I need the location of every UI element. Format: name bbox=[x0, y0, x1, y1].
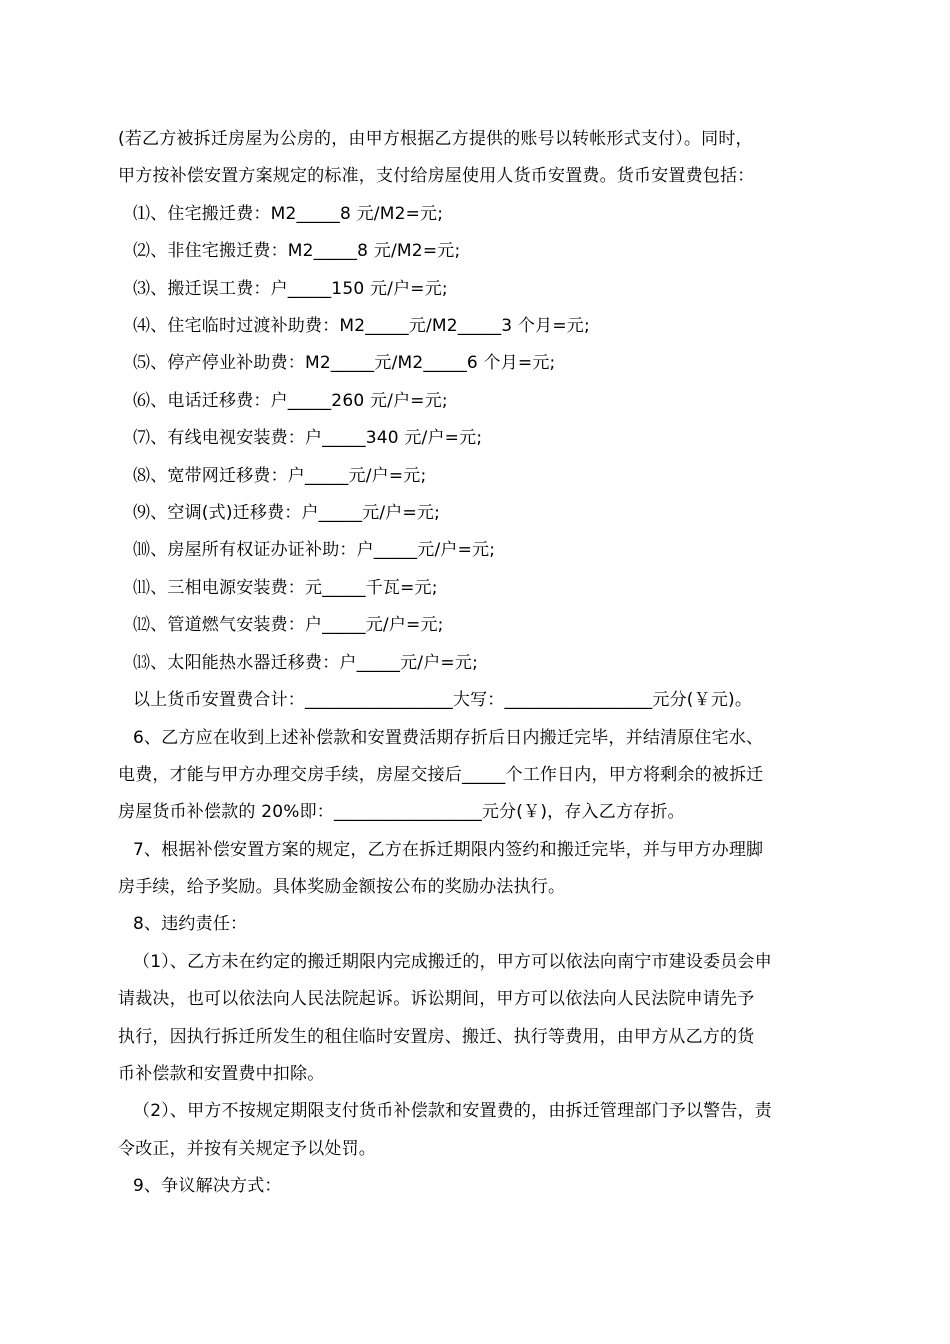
fee-item-4: ⑷、住宅临时过渡补助费：M2_____元/M2_____3 个月=元; bbox=[133, 316, 590, 336]
intro-line-2: 甲方按补偿安置方案规定的标准，支付给房屋使用人货币安置费。货币安置费包括： bbox=[118, 166, 755, 186]
clause-6-line-3: 房屋货币补偿款的 20%即：_________________元分(￥)，存入乙方存折。 bbox=[118, 802, 685, 822]
fee-item-10: ⑽、房屋所有权证办证补助：户_____元/户=元; bbox=[133, 540, 496, 560]
clause-8-title: 8、违约责任： bbox=[133, 914, 248, 934]
clause-8-2-line-2: 令改正，并按有关规定予以处罚。 bbox=[118, 1139, 376, 1159]
clause-6-line-2: 电费，才能与甲方办理交房手续，房屋交接后_____个工作日内，甲方将剩余的被拆迁 bbox=[118, 765, 764, 785]
fee-item-9: ⑼、空调(式)迁移费：户_____元/户=元; bbox=[133, 503, 441, 523]
fee-item-2: ⑵、非住宅搬迁费：M2_____8 元/M2=元; bbox=[133, 241, 461, 261]
clause-6-line-1: 6、乙方应在收到上述补偿款和安置费活期存折后日内搬迁完毕，并结清原住宅水、 bbox=[133, 728, 764, 748]
fee-item-1: ⑴、住宅搬迁费：M2_____8 元/M2=元; bbox=[133, 204, 444, 224]
fee-item-6: ⑹、电话迁移费：户_____260 元/户=元; bbox=[133, 391, 448, 411]
clause-8-1-line-4: 币补偿款和安置费中扣除。 bbox=[118, 1064, 325, 1084]
intro-line-1: (若乙方被拆迁房屋为公房的，由甲方根据乙方提供的账号以转帐形式支付）。同时， bbox=[118, 129, 753, 149]
fee-item-12: ⑿、管道燃气安装费：户_____元/户=元; bbox=[133, 615, 444, 635]
clause-8-1-line-1: （1）、乙方未在约定的搬迁期限内完成搬迁的，甲方可以依法向南宁市建设委员会申 bbox=[133, 952, 772, 972]
clause-8-1-line-3: 执行，因执行拆迁所发生的租住临时安置房、搬迁、执行等费用，由甲方从乙方的货 bbox=[118, 1027, 755, 1047]
fee-item-7: ⑺、有线电视安装费：户_____340 元/户=元; bbox=[133, 428, 483, 448]
clause-7-line-1: 7、根据补偿安置方案的规定，乙方在拆迁期限内签约和搬迁完毕，并与甲方办理脚 bbox=[133, 840, 764, 860]
fee-item-8: ⑻、宽带网迁移费：户_____元/户=元; bbox=[133, 466, 427, 486]
clause-8-2-line-1: （2）、甲方不按规定期限支付货币补偿款和安置费的，由拆迁管理部门予以警告，责 bbox=[133, 1101, 772, 1121]
clause-7-line-2: 房手续，给予奖励。具体奖励金额按公布的奖励办法执行。 bbox=[118, 877, 566, 897]
clause-8-1-line-2: 请裁决，也可以依法向人民法院起诉。诉讼期间，甲方可以依法向人民法院申请先予 bbox=[118, 989, 755, 1009]
fee-item-5: ⑸、停产停业补助费：M2_____元/M2_____6 个月=元; bbox=[133, 353, 556, 373]
fee-item-13: ⒀、太阳能热水器迁移费：户_____元/户=元; bbox=[133, 653, 478, 673]
fee-item-3: ⑶、搬迁误工费：户_____150 元/户=元; bbox=[133, 279, 448, 299]
clause-9-title: 9、争议解决方式： bbox=[133, 1176, 282, 1196]
fee-item-11: ⑾、三相电源安装费：元_____千瓦=元; bbox=[133, 578, 438, 598]
fee-total: 以上货币安置费合计：_________________大写：_________________元分(￥元)。 bbox=[133, 690, 753, 710]
